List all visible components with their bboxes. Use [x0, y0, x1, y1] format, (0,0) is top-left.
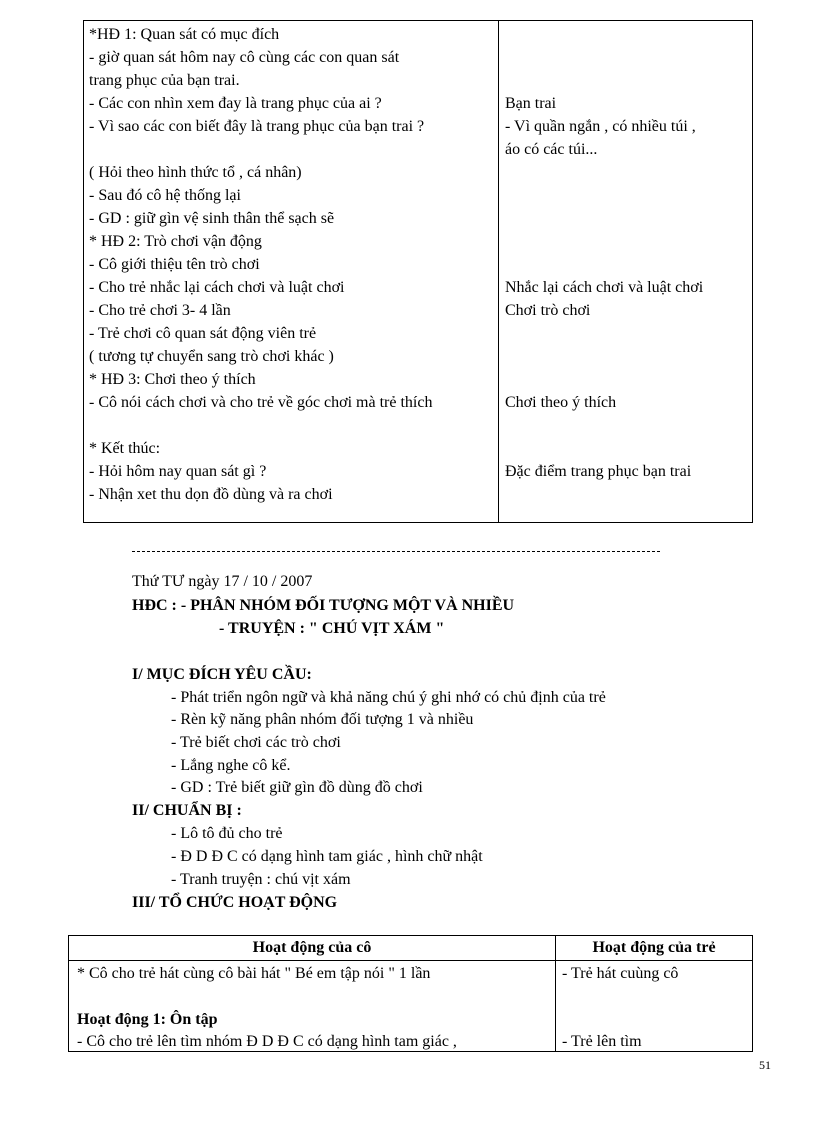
- child-activity-line: áo có các túi...: [505, 141, 598, 158]
- teacher-activity-line: * HĐ 3: Chơi theo ý thích: [89, 371, 256, 388]
- activity-table-bottom: [68, 935, 753, 1052]
- child-activity-line: Đặc điểm trang phục bạn trai: [505, 463, 692, 480]
- child-activity-line: Bạn trai: [505, 95, 557, 112]
- hdc-line-1: HĐC : - PHÂN NHÓM ĐỐI TƯỢNG MỘT VÀ NHIỀU: [132, 597, 515, 614]
- teacher-activity-line: - Hỏi hôm nay quan sát gì ?: [89, 463, 267, 480]
- header-children: Hoạt động của trẻ: [592, 939, 716, 956]
- teacher-activity-line: trang phục của bạn trai.: [89, 72, 240, 89]
- section-1-item: - Phát triển ngôn ngữ và khả năng chú ý ghi nhớ có chủ định của trẻ: [171, 689, 606, 706]
- teacher-activity-line: * HĐ 2: Trò chơi vận động: [89, 233, 262, 250]
- teacher-activity-line: - Các con nhìn xem đay là trang phục của ai ?: [89, 95, 382, 112]
- teacher-activity-line: - Cô nói cách chơi và cho trẻ về góc chơi mà trẻ thích: [89, 394, 433, 411]
- child-activity-line: Nhắc lại cách chơi và luật chơi: [505, 279, 704, 296]
- section-2-item: - Đ D Đ C có dạng hình tam giác , hình chữ nhật: [171, 848, 483, 865]
- row-3-teacher: - Cô cho trẻ lên tìm nhóm Đ D Đ C có dạng hình tam giác ,: [77, 1033, 457, 1050]
- header-divider: [69, 960, 752, 961]
- section-1-title: I/ MỤC ĐÍCH YÊU CẦU:: [132, 666, 312, 683]
- teacher-activity-line: - Cô giới thiệu tên trò chơi: [89, 256, 260, 273]
- section-2-title: II/ CHUẨN BỊ :: [132, 802, 242, 819]
- teacher-activity-line: - Cho trẻ chơi 3- 4 lần: [89, 302, 231, 319]
- row-3-children: - Trẻ lên tìm: [562, 1033, 642, 1050]
- teacher-activity-line: - giờ quan sát hôm nay cô cùng các con quan sát: [89, 49, 400, 66]
- section-3-title: III/ TỔ CHỨC HOẠT ĐỘNG: [132, 894, 338, 911]
- column-divider: [498, 21, 499, 522]
- teacher-activity-line: - Trẻ chơi cô quan sát động viên trẻ: [89, 325, 317, 342]
- section-1-item: - Trẻ biết chơi các trò chơi: [171, 734, 341, 751]
- teacher-activity-line: - Sau đó cô hệ thống lại: [89, 187, 241, 204]
- teacher-activity-line: - Vì sao các con biết đây là trang phục của bạn trai ?: [89, 118, 425, 135]
- activity-table-top: [83, 20, 753, 523]
- hdc-line-2: - TRUYỆN : " CHÚ VỊT XÁM ": [219, 620, 445, 637]
- teacher-activity-line: - GD : giữ gìn vệ sinh thân thể sạch sẽ: [89, 210, 335, 227]
- child-activity-line: Chơi theo ý thích: [505, 394, 617, 411]
- page-number: 51: [759, 1058, 771, 1072]
- section-1-item: - GD : Trẻ biết giữ gìn đồ dùng đồ chơi: [171, 779, 423, 796]
- dashed-separator: [132, 551, 660, 552]
- section-2-item: - Lô tô đủ cho trẻ: [171, 825, 283, 842]
- teacher-activity-line: ( tương tự chuyển sang trò chơi khác ): [89, 348, 334, 365]
- teacher-activity-line: *HĐ 1: Quan sát có mục đích: [89, 26, 280, 43]
- teacher-activity-line: * Kết thúc:: [89, 440, 161, 457]
- date-line: Thứ TƯ ngày 17 / 10 / 2007: [132, 573, 313, 590]
- teacher-activity-line: - Nhận xet thu dọn đồ dùng và ra chơi: [89, 486, 333, 503]
- section-1-item: - Rèn kỹ năng phân nhóm đối tượng 1 và nhiều: [171, 711, 474, 728]
- section-2-item: - Tranh truyện : chú vịt xám: [171, 871, 351, 888]
- row-2-teacher: Hoạt động 1: Ôn tập: [77, 1011, 218, 1028]
- teacher-activity-line: - Cho trẻ nhắc lại cách chơi và luật chơi: [89, 279, 345, 296]
- section-1-item: - Lắng nghe cô kể.: [171, 757, 291, 774]
- teacher-activity-line: ( Hỏi theo hình thức tổ , cá nhân): [89, 164, 302, 181]
- header-teacher: Hoạt động của cô: [252, 939, 372, 956]
- row-1-children: - Trẻ hát cuùng cô: [562, 965, 679, 982]
- row-1-teacher: * Cô cho trẻ hát cùng cô bài hát " Bé em tập nói " 1 lần: [77, 965, 431, 982]
- child-activity-line: Chơi trò chơi: [505, 302, 591, 319]
- child-activity-line: - Vì quần ngắn , có nhiều túi ,: [505, 118, 696, 135]
